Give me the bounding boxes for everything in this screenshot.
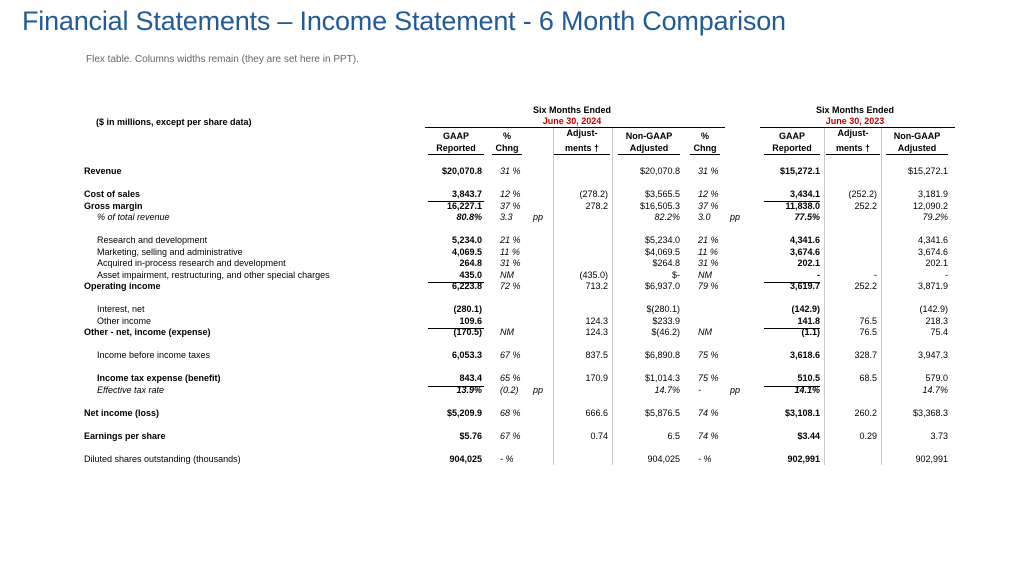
cell-pp24b: pp	[730, 385, 741, 395]
cell-gaap23: $15,272.1	[779, 166, 820, 176]
subtotal-rule	[764, 282, 820, 283]
cell-ng24: 82.2%	[654, 212, 680, 222]
cell-label: Income before income taxes	[97, 350, 211, 360]
page-title: Financial Statements – Income Statement - 6 Month Comparison	[22, 6, 786, 36]
cell-gaap23: 202.1	[797, 258, 820, 268]
cell-ng24: $20,070.8	[639, 166, 680, 176]
cell-ng24: $264.8	[652, 258, 680, 268]
cell-gaap24: 264.8	[459, 258, 482, 268]
cell-ng24: $6,890.8	[644, 350, 680, 360]
cell-pct24b: NM	[698, 327, 712, 337]
cell-pct24: 67 %	[500, 350, 521, 360]
cell-label: Income tax expense (benefit)	[97, 373, 221, 383]
cell-ng24: $(46.2)	[651, 327, 680, 337]
cell-label: Effective tax rate	[97, 385, 165, 395]
cell-label: Gross margin	[84, 201, 143, 211]
cell-pct24: (0.2)	[500, 385, 519, 395]
cell-gaap23: 3,618.6	[789, 350, 820, 360]
cell-pct24b: - %	[698, 454, 712, 464]
cell-pp24: pp	[533, 385, 544, 395]
cell-pct24: 31 %	[500, 166, 521, 176]
cell-gaap24: $5,209.9	[446, 408, 482, 418]
cell-pct24: 3.3	[500, 212, 513, 222]
period-2023-label: Six Months Ended	[815, 105, 894, 115]
cell-gaap23: 11,838.0	[785, 201, 820, 211]
period-2023-date: June 30, 2023	[825, 116, 885, 126]
cell-gaap23: $3,108.1	[784, 408, 820, 418]
cell-ng23: 218.3	[925, 316, 948, 326]
cell-pct24b: 31 %	[698, 258, 719, 268]
cell-pp24b: pp	[730, 212, 741, 222]
cell-adj24: 666.6	[585, 408, 608, 418]
units-label: ($ in millions, except per share data)	[96, 117, 252, 127]
cell-ng24: $5,234.0	[644, 235, 680, 245]
cell-ng23: 579.0	[925, 373, 948, 383]
cell-pp24: pp	[533, 212, 544, 222]
cell-adj24: 837.5	[585, 350, 608, 360]
table-row	[0, 350, 1024, 361]
cell-gaap23: (1.1)	[801, 327, 820, 337]
cell-label: Net income (loss)	[84, 408, 160, 418]
table-row	[0, 373, 1024, 384]
cell-pct24b: -	[698, 385, 701, 395]
cell-gaap24: 80.8%	[456, 212, 482, 222]
table-row	[0, 247, 1024, 258]
hdr-ul	[886, 154, 948, 155]
cell-ng23: $3,368.3	[912, 408, 948, 418]
cell-pct24: 11 %	[500, 247, 520, 257]
cell-gaap24: 4,069.5	[451, 247, 482, 257]
cell-adj23: 68.5	[859, 373, 877, 383]
col-ng-2023-l1: Non-GAAP	[893, 131, 941, 141]
cell-ng23: (142.9)	[919, 304, 948, 314]
cell-pct24: - %	[500, 454, 514, 464]
cell-pct24: NM	[500, 270, 514, 280]
col-adj-2023-l2: ments †	[835, 143, 870, 153]
cell-gaap23: (142.9)	[791, 304, 820, 314]
cell-gaap24: 109.6	[459, 316, 482, 326]
col-gaap-2023-l1: GAAP	[778, 131, 805, 141]
cell-pct24b: 21 %	[698, 235, 719, 245]
cell-ng23: 12,090.2	[912, 201, 948, 211]
cell-adj24: 713.2	[585, 281, 608, 291]
cell-ng23: 202.1	[925, 258, 948, 268]
table-row	[0, 270, 1024, 281]
cell-ng23: 3,181.9	[917, 189, 948, 199]
cell-adj24: 0.74	[590, 431, 608, 441]
cell-pct24: 37 %	[500, 201, 521, 211]
cell-ng24: $16,505.3	[639, 201, 680, 211]
cell-gaap23: $3.44	[797, 431, 820, 441]
cell-ng24: $1,014.3	[644, 373, 680, 383]
cell-gaap23: 3,434.1	[789, 189, 820, 199]
cell-gaap24: 16,227.1	[446, 201, 482, 211]
cell-adj24: 278.2	[585, 201, 608, 211]
cell-gaap24: (280.1)	[453, 304, 482, 314]
col-ng-2023-l2: Adjusted	[897, 143, 937, 153]
cell-pct24b: 75 %	[698, 350, 719, 360]
cell-ng24: 14.7%	[654, 385, 680, 395]
col-pct-2024-l1: %	[502, 131, 511, 141]
cell-ng24: $-	[671, 270, 680, 280]
table-row	[0, 408, 1024, 419]
subtotal-rule	[428, 386, 484, 387]
table-row	[0, 235, 1024, 246]
cell-pct24: 31 %	[500, 258, 521, 268]
cell-ng24: $233.9	[652, 316, 680, 326]
table-row	[0, 316, 1024, 327]
cell-adj23: (252.2)	[848, 189, 877, 199]
cell-pct24b: 31 %	[698, 166, 719, 176]
cell-label: Research and development	[97, 235, 208, 245]
cell-adj23: 260.2	[854, 408, 877, 418]
cell-label: Earnings per share	[84, 431, 166, 441]
cell-ng24: $6,937.0	[644, 281, 680, 291]
period-2024-label: Six Months Ended	[532, 105, 611, 115]
hdr-ul	[428, 154, 484, 155]
cell-gaap23: 4,341.6	[789, 235, 820, 245]
cell-adj23: 328.7	[854, 350, 877, 360]
cell-adj23: 76.5	[859, 327, 877, 337]
cell-pct24b: 3.0	[698, 212, 711, 222]
cell-ng24: $3,565.5	[644, 189, 680, 199]
cell-ng23: 3,947.3	[917, 350, 948, 360]
cell-label: Other - net, income (expense)	[84, 327, 211, 337]
cell-pct24b: 37 %	[698, 201, 719, 211]
cell-ng24: $4,069.5	[644, 247, 680, 257]
subtotal-rule	[428, 201, 484, 202]
cell-label: Cost of sales	[84, 189, 141, 199]
cell-pct24: 72 %	[500, 281, 521, 291]
cell-ng24: $(280.1)	[646, 304, 680, 314]
col-adj-2024-l1: Adjust-	[566, 128, 598, 138]
cell-ng23: 3,674.6	[917, 247, 948, 257]
cell-ng23: 4,341.6	[917, 235, 948, 245]
cell-adj24: 124.3	[585, 327, 608, 337]
col-ng-2024-l1: Non-GAAP	[625, 131, 673, 141]
cell-pct24b: 74 %	[698, 431, 719, 441]
cell-adj24: 124.3	[585, 316, 608, 326]
cell-adj23: 252.2	[854, 281, 877, 291]
cell-pct24: 67 %	[500, 431, 521, 441]
cell-gaap24: 904,025	[449, 454, 482, 464]
subtotal-rule	[764, 328, 820, 329]
subtotal-rule	[428, 282, 484, 283]
table-row	[0, 201, 1024, 212]
cell-label: Interest, net	[97, 304, 145, 314]
cell-ng23: 3.73	[930, 431, 948, 441]
col-gaap-2023-l2: Reported	[772, 143, 812, 153]
cell-ng23: 75.4	[930, 327, 948, 337]
cell-adj24: (278.2)	[579, 189, 608, 199]
hdr-ul	[618, 154, 680, 155]
cell-label: Diluted shares outstanding (thousands)	[84, 454, 241, 464]
cell-pct24b: 74 %	[698, 408, 719, 418]
cell-ng24: 904,025	[647, 454, 680, 464]
table-row	[0, 166, 1024, 177]
table-row	[0, 431, 1024, 442]
cell-gaap24: (170.5)	[453, 327, 482, 337]
table-row	[0, 385, 1024, 396]
cell-gaap24: 13.9%	[456, 385, 482, 395]
cell-ng23: 3,871.9	[917, 281, 948, 291]
page-subtitle: Flex table. Columns widths remain (they are set here in PPT).	[86, 54, 359, 65]
cell-label: % of total revenue	[97, 212, 170, 222]
period-2024-date: June 30, 2024	[542, 116, 602, 126]
hdr-ul	[554, 154, 610, 155]
cell-pct24b: 79 %	[698, 281, 719, 291]
cell-adj24: 170.9	[585, 373, 608, 383]
cell-gaap24: 843.4	[459, 373, 482, 383]
col-adj-2023-l1: Adjust-	[837, 128, 869, 138]
col-adj-2024-l2: ments †	[564, 143, 599, 153]
hdr-ul	[826, 154, 880, 155]
cell-ng23: 14.7%	[922, 385, 948, 395]
cell-ng23: -	[945, 270, 948, 280]
cell-gaap23: 902,991	[787, 454, 820, 464]
col-ng-2024-l2: Adjusted	[629, 143, 669, 153]
cell-ng23: 79.2%	[922, 212, 948, 222]
cell-label: Revenue	[84, 166, 122, 176]
cell-pct24: NM	[500, 327, 514, 337]
cell-gaap24: 6,053.3	[451, 350, 482, 360]
table-row	[0, 212, 1024, 223]
cell-pct24b: 11 %	[698, 247, 718, 257]
cell-gaap24: 3,843.7	[451, 189, 482, 199]
table-row	[0, 327, 1024, 338]
subtotal-rule	[764, 386, 820, 387]
cell-gaap23: 3,619.7	[789, 281, 820, 291]
col-pct-2024b-l1: %	[700, 131, 709, 141]
cell-adj24: (435.0)	[579, 270, 608, 280]
table-row	[0, 189, 1024, 200]
cell-adj23: -	[874, 270, 877, 280]
subtotal-rule	[764, 201, 820, 202]
cell-pct24b: 12 %	[698, 189, 719, 199]
hdr-ul	[764, 154, 820, 155]
subtotal-rule	[428, 328, 484, 329]
cell-pct24b: 75 %	[698, 373, 719, 383]
cell-gaap23: 3,674.6	[789, 247, 820, 257]
cell-label: Other income	[97, 316, 152, 326]
cell-ng23: 902,991	[915, 454, 948, 464]
cell-gaap24: $5.76	[459, 431, 482, 441]
cell-gaap24: 435.0	[459, 270, 482, 280]
col-gaap-2024-l1: GAAP	[442, 131, 469, 141]
cell-gaap24: 6,223.8	[451, 281, 482, 291]
cell-gaap23: 141.8	[797, 316, 820, 326]
cell-gaap23: 77.5%	[794, 212, 820, 222]
cell-gaap23: 14.1%	[794, 385, 820, 395]
cell-pct24: 68 %	[500, 408, 521, 418]
table-row	[0, 454, 1024, 465]
hdr-ul	[690, 154, 720, 155]
cell-pct24: 21 %	[500, 235, 521, 245]
col-pct-2024-l2: Chng	[495, 143, 519, 153]
cell-label: Marketing, selling and administrative	[97, 247, 243, 257]
cell-label: Acquired in-process research and development	[97, 258, 286, 268]
col-gaap-2024-l2: Reported	[436, 143, 476, 153]
cell-gaap23: -	[817, 270, 820, 280]
hdr-ul	[492, 154, 522, 155]
table-row	[0, 304, 1024, 315]
cell-gaap23: 510.5	[797, 373, 820, 383]
table-row	[0, 258, 1024, 269]
cell-adj23: 76.5	[859, 316, 877, 326]
cell-label: Asset impairment, restructuring, and other special charges	[97, 270, 330, 280]
cell-adj23: 0.29	[859, 431, 877, 441]
table-row	[0, 281, 1024, 292]
cell-gaap24: 5,234.0	[451, 235, 482, 245]
cell-pct24: 12 %	[500, 189, 521, 199]
cell-adj23: 252.2	[854, 201, 877, 211]
cell-ng23: $15,272.1	[907, 166, 948, 176]
cell-pct24: 65 %	[500, 373, 521, 383]
col-pct-2024b-l2: Chng	[693, 143, 717, 153]
cell-ng24: $5,876.5	[644, 408, 680, 418]
cell-pct24b: NM	[698, 270, 712, 280]
cell-ng24: 6.5	[667, 431, 680, 441]
cell-gaap24: $20,070.8	[441, 166, 482, 176]
cell-label: Operating income	[84, 281, 161, 291]
